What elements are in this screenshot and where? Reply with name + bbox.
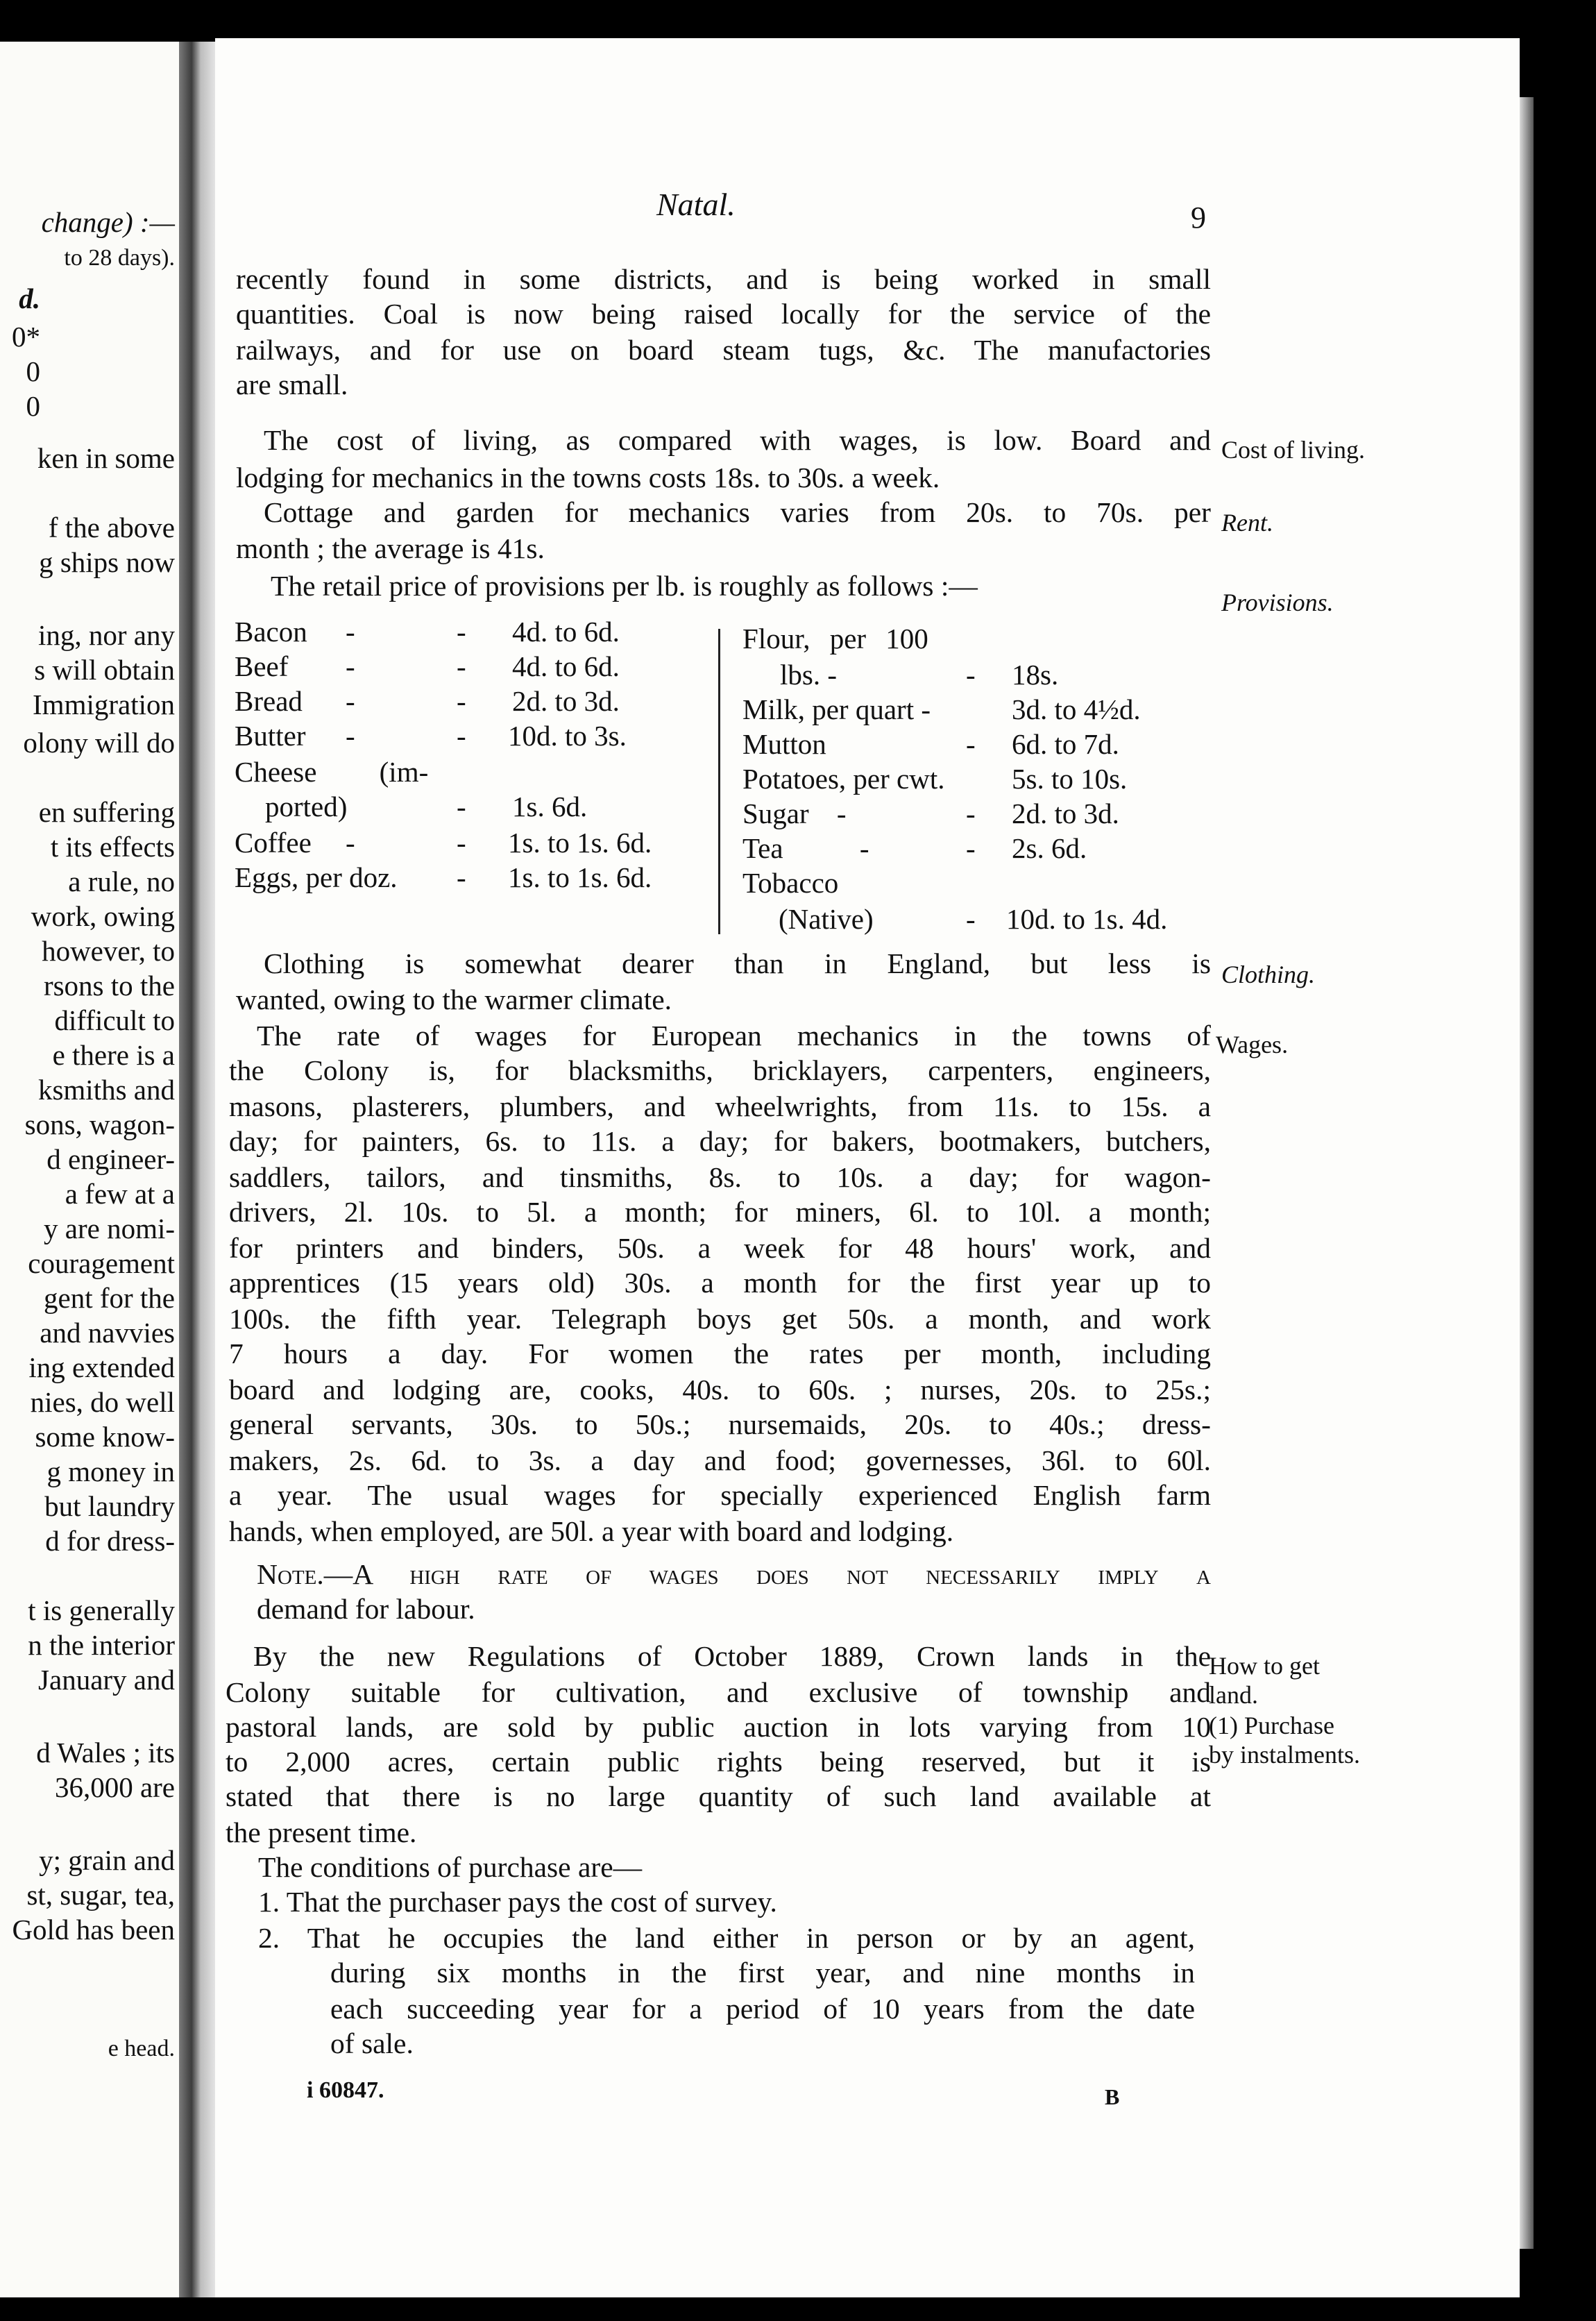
provision-price: 4d. to 6d. <box>512 616 620 648</box>
para6-line: 100s. the fifth year. Telegraph boys get 50s. a month, and work <box>229 1303 1211 1335</box>
provision-item: Coffee <box>235 827 312 859</box>
left-page-line: y are nomi- <box>44 1213 175 1244</box>
provision-dash: - <box>457 861 466 893</box>
left-page-line: st, sugar, tea, <box>26 1879 175 1911</box>
provision-item: (Native) <box>779 903 874 935</box>
margin-note-provisions: Provisions. <box>1221 589 1334 616</box>
left-page-line: January and <box>38 1664 175 1696</box>
provision-dash: - <box>346 616 355 648</box>
provision-price: 18s. <box>1012 659 1059 691</box>
provision-dash: - <box>457 720 466 752</box>
left-page-line: to 28 days). <box>64 245 175 271</box>
provision-item: Butter <box>235 720 306 752</box>
left-page-line: change) :— <box>41 206 175 238</box>
margin-note-purchase: (1) Purchase <box>1209 1712 1334 1739</box>
para4-line: The retail price of provisions per lb. is roughly as follows :— <box>271 570 978 602</box>
provision-item: Flour, per 100 <box>742 623 928 655</box>
para6-line: hands, when employed, are 50l. a year with board and lodging. <box>229 1515 954 1547</box>
condition-2-line: 2. That he occupies the land either in person or by an agent, <box>258 1922 1195 1954</box>
para6-line: 7 hours a day. For women the rates per month, including <box>229 1337 1211 1369</box>
provision-dash: - <box>966 797 976 829</box>
left-page-line: ken in some <box>37 442 175 474</box>
left-page-line: rsons to the <box>43 970 175 1002</box>
table-divider <box>718 629 720 934</box>
para6-line: general servants, 30s. to 50s.; nursemaids, 20s. to 40s.; dress- <box>229 1408 1211 1440</box>
provision-price: 2s. 6d. <box>1012 832 1087 864</box>
para6-line: the Colony is, for blacksmiths, bricklayers, carpenters, engineers, <box>229 1054 1211 1086</box>
provision-price: 1s. 6d. <box>512 791 588 822</box>
provision-dash: - <box>966 659 976 691</box>
provision-item: Milk, per quart - <box>742 693 931 725</box>
provision-dash: - <box>457 650 466 682</box>
margin-note-land: land. <box>1209 1681 1258 1709</box>
left-page-line: f the above <box>48 512 175 543</box>
page-number: 9 <box>1191 201 1206 235</box>
left-page-line: y; grain and <box>39 1844 175 1876</box>
para7-line: By the new Regulations of October 1889, Crown lands in the <box>253 1640 1211 1672</box>
provision-dash: - <box>346 650 355 682</box>
para6-line: drivers, 2l. 10s. to 5l. a month; for miners, 6l. to 10l. a month; <box>229 1196 1211 1228</box>
provision-dash: - <box>346 685 355 717</box>
provision-item: Beef <box>235 650 289 682</box>
provision-item: Mutton <box>742 728 826 760</box>
margin-note-rent: Rent. <box>1221 509 1273 537</box>
provision-dash: - <box>966 903 976 935</box>
page-edge <box>1520 97 1534 2249</box>
left-page-line: 0* <box>12 321 40 353</box>
left-page-line: d engineer- <box>46 1143 175 1175</box>
provision-dash: - <box>457 616 466 648</box>
para7-line: stated that there is no large quantity of such land available at <box>226 1780 1211 1812</box>
left-page-line: en suffering <box>38 796 175 828</box>
para6-line: makers, 2s. 6d. to 3s. a day and food; governesses, 36l. to 60l. <box>229 1444 1211 1476</box>
provision-item: ported) <box>265 791 348 822</box>
para6-line: apprentices (15 years old) 30s. a month for the first year up to <box>229 1267 1211 1299</box>
provision-item: lbs. - <box>780 659 837 691</box>
para6-line: masons, plasterers, plumbers, and wheelwrights, from 11s. to 15s. a <box>229 1090 1211 1122</box>
left-page-line: and navvies <box>40 1317 175 1349</box>
provision-item: Potatoes, per cwt. <box>742 763 945 795</box>
para3-line: Cottage and garden for mechanics varies from 20s. to 70s. per <box>264 496 1211 528</box>
para1-line: quantities. Coal is now being raised locally for the service of the <box>236 298 1211 330</box>
provision-item: Bacon <box>235 616 307 648</box>
printer-signature: i 60847. <box>307 2077 384 2103</box>
condition-2-line: each succeeding year for a period of 10 years from the date <box>330 1993 1195 2025</box>
para1-line: railways, and for use on board steam tugs, &c. The manufactories <box>236 334 1211 366</box>
left-page-line: e head. <box>108 2036 175 2061</box>
left-page-line: a rule, no <box>68 866 175 897</box>
para7-line: Colony suitable for cultivation, and exclusive of township and <box>226 1676 1211 1708</box>
para2-line: lodging for mechanics in the towns costs 18s. to 30s. a week. <box>236 462 940 493</box>
provision-dash: - <box>966 728 976 760</box>
para6-line: for printers and binders, 50s. a week for 48 hours' work, and <box>229 1232 1211 1264</box>
provision-price: 1s. to 1s. 6d. <box>508 827 652 859</box>
provision-price: 2d. to 3d. <box>512 685 620 717</box>
left-page-line: n the interior <box>28 1629 175 1661</box>
left-page-line: work, owing <box>31 900 175 932</box>
left-page-line: couragement <box>28 1247 175 1279</box>
left-page-line: gent for the <box>44 1282 175 1314</box>
left-page-line: but laundry <box>44 1490 175 1522</box>
provision-item: Tea - <box>742 832 869 864</box>
para7-line: to 2,000 acres, certain public rights being reserved, but it is <box>226 1746 1211 1778</box>
margin-note-wages: Wages. <box>1216 1031 1289 1058</box>
para1-line: are small. <box>236 369 348 400</box>
left-page-line: Gold has been <box>12 1914 175 1946</box>
left-page-line: t its effects <box>50 831 175 863</box>
provision-price: 6d. to 7d. <box>1012 728 1119 760</box>
provision-price: 3d. to 4½d. <box>1012 693 1141 725</box>
left-page-line: g ships now <box>39 546 175 578</box>
left-page-line: ing, nor any <box>38 619 175 651</box>
para6-line: The rate of wages for European mechanics in the towns of <box>257 1020 1211 1052</box>
provision-price: 5s. to 10s. <box>1012 763 1128 795</box>
left-page-line: 0 <box>26 355 40 387</box>
provision-dash: - <box>346 720 355 752</box>
left-page-line: a few at a <box>65 1178 175 1210</box>
provision-price: 10d. to 1s. 4d. <box>1006 903 1168 935</box>
sheet-mark: B <box>1105 2084 1120 2109</box>
book-gutter <box>179 42 215 2297</box>
left-page-line: e there is a <box>52 1039 175 1071</box>
para6-line: saddlers, tailors, and tinsmiths, 8s. to 10s. a day; for wagon- <box>229 1161 1211 1193</box>
note-line: Note.—A high rate of wages does not necessarily imply a <box>257 1558 1211 1590</box>
para7-line: the present time. <box>226 1816 417 1848</box>
note-line: demand for labour. <box>257 1593 475 1625</box>
left-page-line: ing extended <box>28 1351 175 1383</box>
provision-dash: - <box>457 827 466 859</box>
left-page-line: 36,000 are <box>54 1771 175 1803</box>
provision-price: 4d. to 6d. <box>512 650 620 682</box>
provision-dash: - <box>346 827 355 859</box>
para2-line: The cost of living, as compared with wages, is low. Board and <box>264 424 1211 456</box>
para6-line: a year. The usual wages for specially experienced English farm <box>229 1479 1211 1511</box>
provision-price: 1s. to 1s. 6d. <box>508 861 652 893</box>
para5-line: Clothing is somewhat dearer than in England, but less is <box>264 947 1211 979</box>
provision-price: 10d. to 3s. <box>508 720 627 752</box>
left-page-line: difficult to <box>54 1004 175 1036</box>
left-page-line: olony will do <box>23 727 175 759</box>
left-page-line: Immigration <box>33 689 175 720</box>
running-title: Natal. <box>656 187 736 222</box>
para7-line: pastoral lands, are sold by public auction in lots varying from 10 <box>226 1711 1211 1743</box>
margin-note-cost-of-living: Cost of living. <box>1221 436 1366 464</box>
condition-2-line: during six months in the first year, and nine months in <box>330 1957 1195 1989</box>
provision-price: 2d. to 3d. <box>1012 797 1119 829</box>
condition-1: 1. That the purchaser pays the cost of survey. <box>258 1886 777 1918</box>
para1-line: recently found in some districts, and is being worked in small <box>236 263 1211 295</box>
margin-note-instalments: by instalments. <box>1209 1741 1360 1769</box>
para6-line: board and lodging are, cooks, 40s. to 60s. ; nurses, 20s. to 25s.; <box>229 1374 1211 1406</box>
left-page-line: sons, wagon- <box>24 1108 175 1140</box>
para6-line: day; for painters, 6s. to 11s. a day; for bakers, bootmakers, butchers, <box>229 1125 1211 1157</box>
provision-dash: - <box>966 832 976 864</box>
left-page-line: nies, do well <box>30 1386 175 1418</box>
margin-note-how-to-get: How to get <box>1209 1652 1320 1680</box>
left-page-line: s will obtain <box>34 654 175 686</box>
conditions-intro: The conditions of purchase are— <box>258 1851 643 1883</box>
previous-page-fragment <box>0 42 179 2297</box>
left-page-line: d. <box>19 282 40 314</box>
left-page-line: d Wales ; its <box>36 1737 175 1769</box>
left-page-line: d for dress- <box>45 1525 175 1557</box>
left-page-line: 0 <box>26 390 40 422</box>
left-page-line: g money in <box>46 1455 175 1487</box>
provision-item: Sugar - <box>742 797 847 829</box>
left-page-line: however, to <box>42 935 175 967</box>
para5-line: wanted, owing to the warmer climate. <box>236 984 672 1015</box>
para3-line: month ; the average is 41s. <box>236 532 545 564</box>
margin-note-clothing: Clothing. <box>1221 961 1316 988</box>
left-page-line: ksmiths and <box>37 1074 175 1106</box>
left-page-line: some know- <box>35 1421 175 1453</box>
condition-2-line: of sale. <box>330 2027 414 2059</box>
provision-item: Tobacco <box>742 867 839 899</box>
provision-dash: - <box>457 791 466 822</box>
left-page-line: t is generally <box>28 1594 175 1626</box>
provision-item: Bread <box>235 685 303 717</box>
provision-dash: - <box>457 685 466 717</box>
provision-item: Cheese (im- <box>235 756 429 788</box>
provision-item: Eggs, per doz. <box>235 861 398 893</box>
